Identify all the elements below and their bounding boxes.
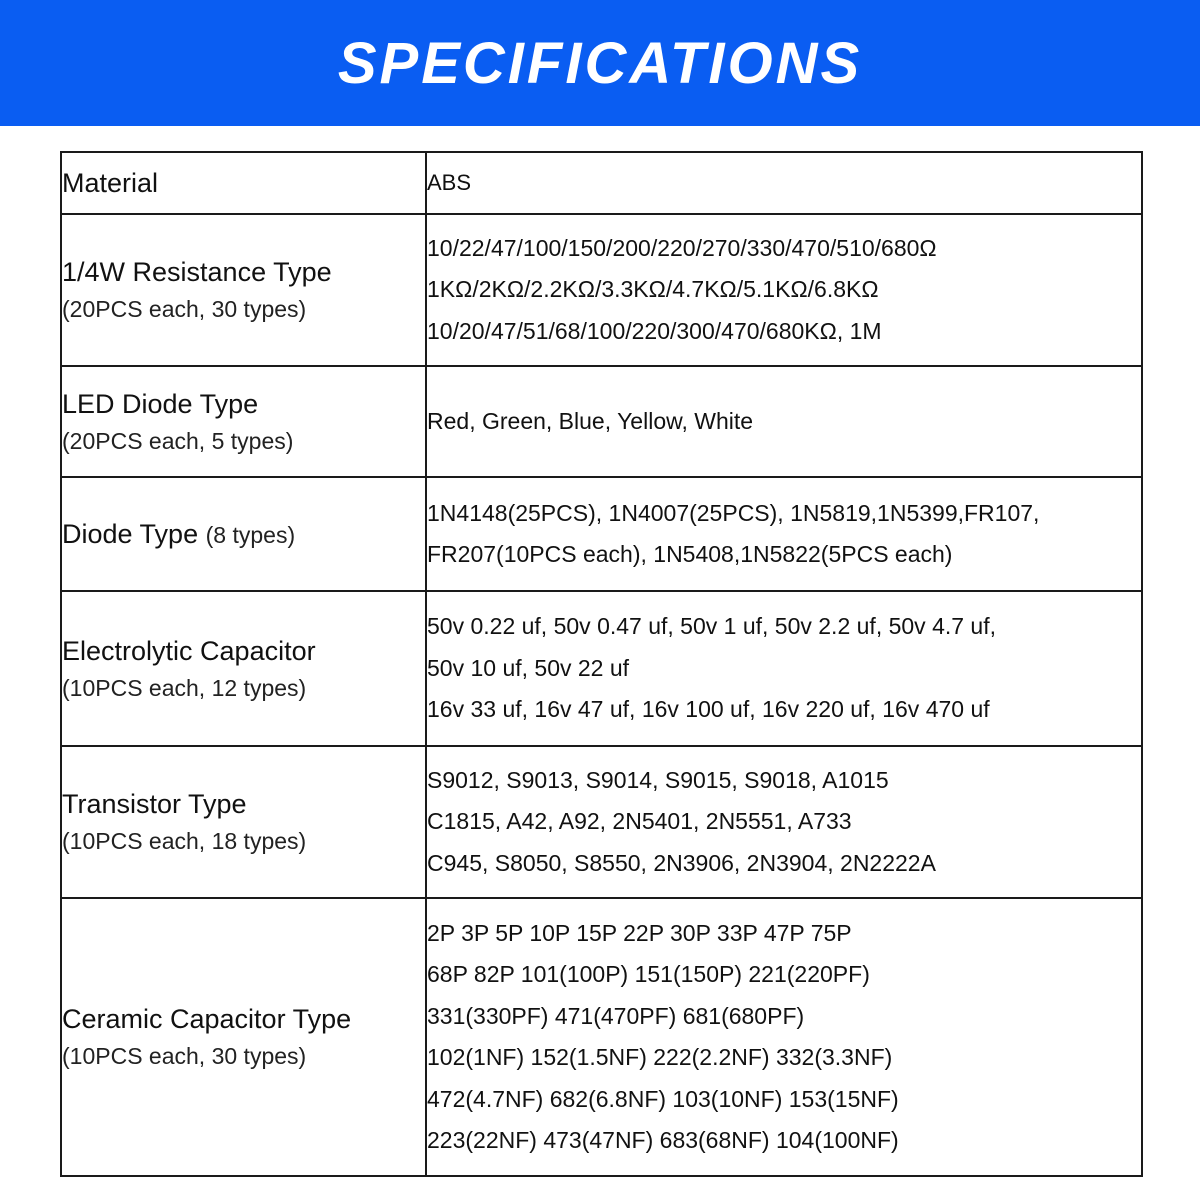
spec-value-line: C1815, A42, A92, 2N5401, 2N5551, A733 xyxy=(427,808,852,835)
header-banner xyxy=(0,0,1200,126)
page-title: SPECIFICATIONS xyxy=(337,30,863,96)
spec-label-cell xyxy=(61,152,426,214)
spec-value-line: C945, S8050, S8550, 2N3906, 2N3904, 2N2222A xyxy=(427,849,936,876)
spec-value-line: 223(22NF) 473(47NF) 683(68NF) 104(100NF) xyxy=(427,1127,899,1153)
spec-label-cell xyxy=(61,366,426,477)
spec-value-line: S9012, S9013, S9014, S9015, S9018, A1015 xyxy=(427,766,889,793)
spec-value-line: 10/22/47/100/150/200/220/270/330/470/510/680Ω xyxy=(427,234,937,261)
spec-label: Electrolytic Capacitor xyxy=(62,635,316,666)
spec-label: Material xyxy=(62,168,159,198)
spec-value-line: 50v 10 uf, 50v 22 uf xyxy=(427,654,630,681)
table-row xyxy=(61,214,1142,366)
spec-value-cell xyxy=(426,366,1142,477)
spec-value-line: 2P 3P 5P 10P 15P 22P 30P 33P 47P 75P xyxy=(427,919,852,946)
spec-value-cell xyxy=(426,898,1142,1176)
spec-value-line: 472(4.7NF) 682(6.8NF) 103(10NF) 153(15NF) xyxy=(427,1085,899,1112)
spec-value-cell xyxy=(426,591,1142,746)
spec-sublabel: (10PCS each, 30 types) xyxy=(62,1043,307,1069)
spec-sublabel: (8 types) xyxy=(205,521,296,548)
table-row xyxy=(61,477,1142,591)
table-row xyxy=(61,746,1142,898)
spec-value-line: 16v 33 uf, 16v 47 uf, 16v 100 uf, 16v 220 uf, 16v 470 uf xyxy=(427,696,990,723)
spec-sublabel: (20PCS each, 5 types) xyxy=(62,427,294,454)
table-row xyxy=(61,152,1142,214)
spec-value-line: 331(330PF) 471(470PF) 681(680PF) xyxy=(427,1002,805,1029)
spec-label: 1/4W Resistance Type xyxy=(62,257,332,287)
spec-label: Ceramic Capacitor Type xyxy=(62,1004,352,1034)
spec-value-line: 1N4148(25PCS), 1N4007(25PCS), 1N5819,1N5399,FR107, xyxy=(427,499,1040,526)
spec-value-cell xyxy=(426,214,1142,366)
spec-sublabel: (10PCS each, 12 types) xyxy=(62,674,307,701)
spec-value-line: 68P 82P 101(100P) 151(150P) 221(220PF) xyxy=(427,961,870,987)
spec-value-line: 10/20/47/51/68/100/220/300/470/680KΩ, 1M xyxy=(427,317,882,344)
spec-value-line: Red, Green, Blue, Yellow, White xyxy=(427,407,754,434)
spec-value-line: 102(1NF) 152(1.5NF) 222(2.2NF) 332(3.3NF) xyxy=(427,1044,893,1070)
table-row xyxy=(61,591,1142,746)
spec-value-line: 1KΩ/2KΩ/2.2KΩ/3.3KΩ/4.7KΩ/5.1KΩ/6.8KΩ xyxy=(427,276,879,303)
table-row xyxy=(61,366,1142,477)
spec-sublabel: (20PCS each, 30 types) xyxy=(62,296,307,322)
table-row xyxy=(61,898,1142,1176)
spec-label-group xyxy=(62,515,425,554)
spec-sublabel: (10PCS each, 18 types) xyxy=(62,828,307,854)
spec-label-cell xyxy=(61,746,426,898)
spec-value-cell xyxy=(426,746,1142,898)
spec-value-cell xyxy=(426,152,1142,214)
spec-label-cell xyxy=(61,591,426,746)
spec-label-cell xyxy=(61,898,426,1176)
spec-value-line: FR207(10PCS each), 1N5408,1N5822(5PCS each) xyxy=(427,541,953,567)
spec-table xyxy=(60,151,1143,1177)
spec-value-cell xyxy=(426,477,1142,591)
spec-label: LED Diode Type xyxy=(62,388,259,419)
spec-value-line: 50v 0.22 uf, 50v 0.47 uf, 50v 1 uf, 50v 2.2 uf, 50v 4.7 uf, xyxy=(427,613,997,640)
spec-value: ABS xyxy=(427,170,472,196)
spec-label: Diode Type xyxy=(62,518,199,549)
spec-label-cell xyxy=(61,477,426,591)
spec-label-cell xyxy=(61,214,426,366)
spec-label: Transistor Type xyxy=(62,789,247,819)
